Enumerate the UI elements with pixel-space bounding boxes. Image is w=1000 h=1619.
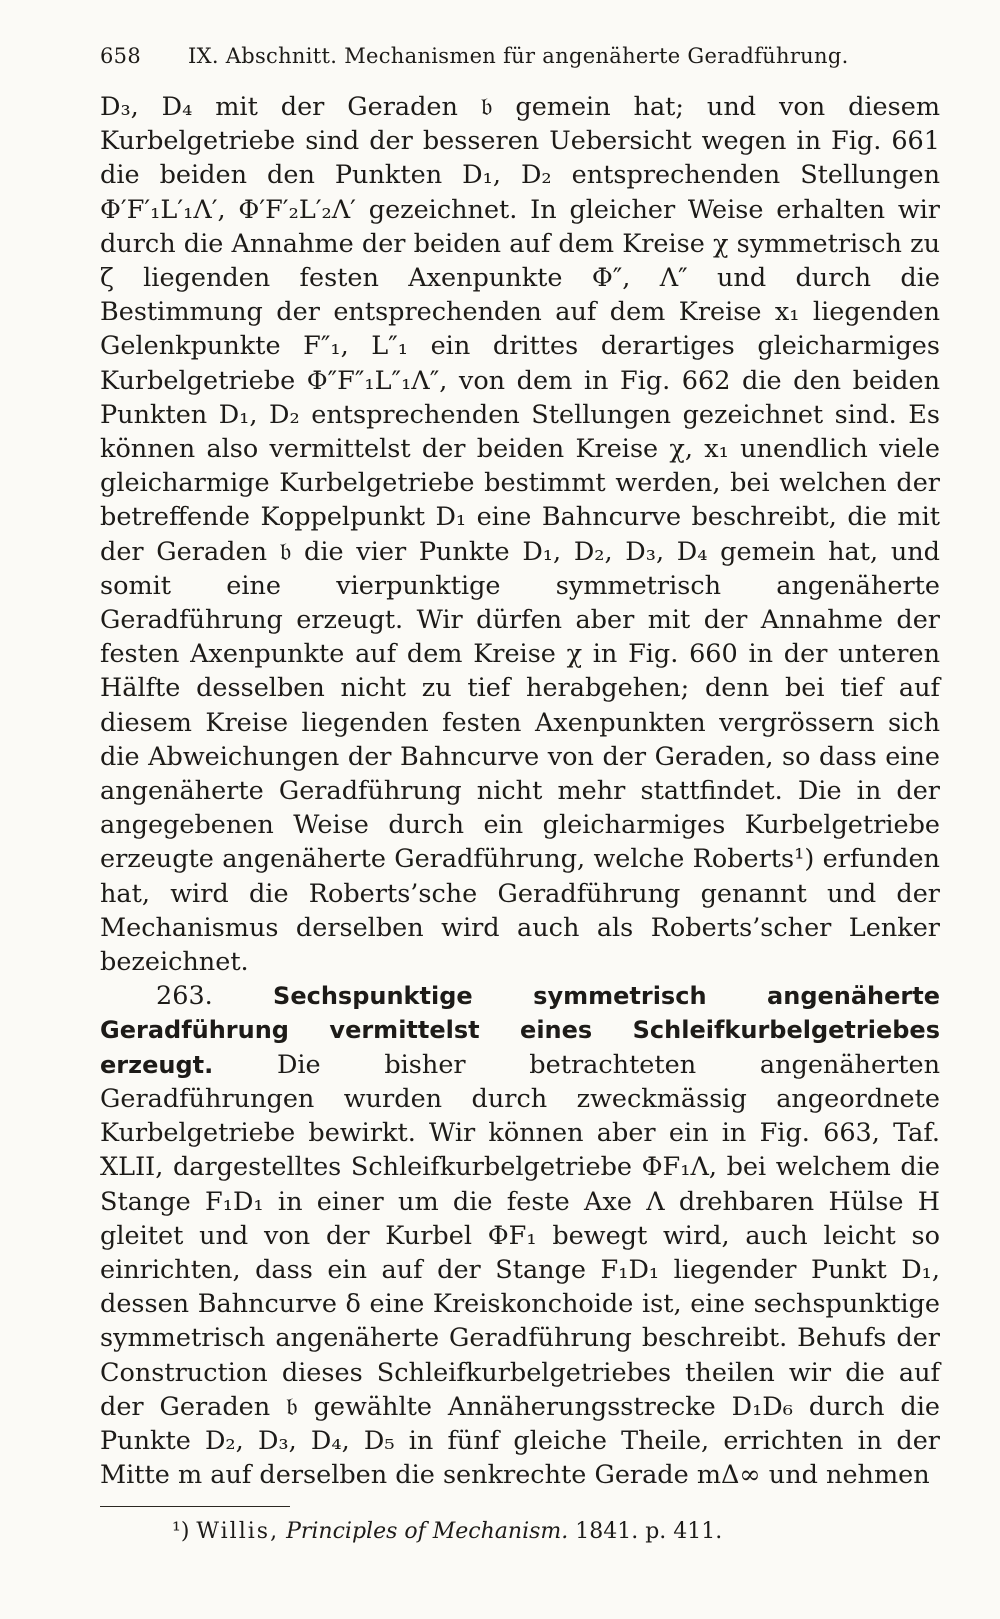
section-number: 263. — [156, 981, 213, 1012]
body-text — [100, 90, 940, 1492]
footnote-work: Principles of Mechanism. — [286, 1519, 569, 1545]
footnote-rule — [100, 1506, 290, 1507]
footnote-marker: ¹) — [172, 1519, 190, 1545]
section-text: Die bisher betrachteten angenäherten Geradführungen wurden durch zweckmässig angeordnete Kurbelgetriebe bewirkt. Wir können aber ein in Fig. 663, Taf. XLII, dargestelltes Schleifkurbelgetriebe ΦF₁Λ, bei welchem die Stange F₁D₁ in einer um die feste Axe Λ drehbaren Hülse H gleitet und von der Kurbel ΦF₁ bewegt wird, auch leicht so einrichten, dass ein auf der Stange F₁D₁ liegender Punkt D₁, dessen Bahncurve δ eine Kreiskonchoide ist, eine sechspunktige symmetrisch angenäherte Geradführung beschreibt. Behufs der Construction dieses Schleifkurbelgetriebes theilen wir die auf der Geraden 𝔟 gewählte Annäherungsstrecke D₁D₆ durch die Punkte D₂, D₃, D₄, D₅ in fünf gleiche Theile, errichten in der Mitte m auf derselben die senkrechte Gerade mΔ∞ und nehmen — [100, 1049, 940, 1491]
running-head — [100, 44, 940, 68]
chapter-title: IX. Abschnitt. Mechanismen für angenäherte Geradführung. — [187, 44, 849, 68]
section-title: Sechspunktige symmetrisch angenäherte Geradführung vermittelst eines Schleifkurbelgetriebes erzeugt. — [100, 982, 941, 1079]
footnote-details: 1841. p. 411. — [575, 1519, 723, 1545]
footnote-author: Willis, — [196, 1519, 280, 1545]
page-number: 658 — [100, 44, 141, 68]
section-263 — [100, 979, 940, 1492]
paragraph-1: D₃, D₄ mit der Geraden 𝔟 gemein hat; und von diesem Kurbelgetriebe sind der besseren Uebersicht wegen in Fig. 661 die beiden den Punkten D₁, D₂ entsprechenden Stellungen Φ′F′₁L′₁Λ′, Φ′F′₂L′₂Λ′ gezeichnet. In gleicher Weise erhalten wir durch die Annahme der beiden auf dem Kreise χ symmetrisch zu ζ liegenden festen Axenpunkte Φ″, Λ″ und durch die Bestimmung der entsprechenden auf dem Kreise x₁ liegenden Gelenkpunkte F″₁, L″₁ ein drittes derartiges gleicharmiges Kurbelgetriebe Φ″F″₁L″₁Λ″, von dem in Fig. 662 die den beiden Punkten D₁, D₂ entsprechenden Stellungen gezeichnet sind. Es können also vermittelst der beiden Kreise χ, x₁ unendlich viele gleicharmige Kurbelgetriebe bestimmt werden, bei welchen der betreffende Koppelpunkt D₁ eine Bahncurve beschreibt, die mit der Geraden 𝔟 die vier Punkte D₁, D₂, D₃, D₄ gemein hat, und somit eine vierpunktige symmetrisch angenäherte Geradführung erzeugt. Wir dürfen aber mit der Annahme der festen Axenpunkte auf dem Kreise χ in Fig. 660 in der unteren Hälfte desselben nicht zu tief herabgehen; denn bei tief auf diesem Kreise liegenden festen Axenpunkten vergrössern sich die Abweichungen der Bahncurve von der Geraden, so dass eine angenäherte Geradführung nicht mehr stattfindet. Die in der angegebenen Weise durch ein gleicharmiges Kurbelgetriebe erzeugte angenäherte Geradführung, welche Roberts¹) erfunden hat, wird die Roberts’sche Geradführung genannt und der Mechanismus derselben wird auch als Roberts’scher Lenker bezeichnet. — [100, 92, 940, 978]
footnote — [100, 1519, 940, 1544]
